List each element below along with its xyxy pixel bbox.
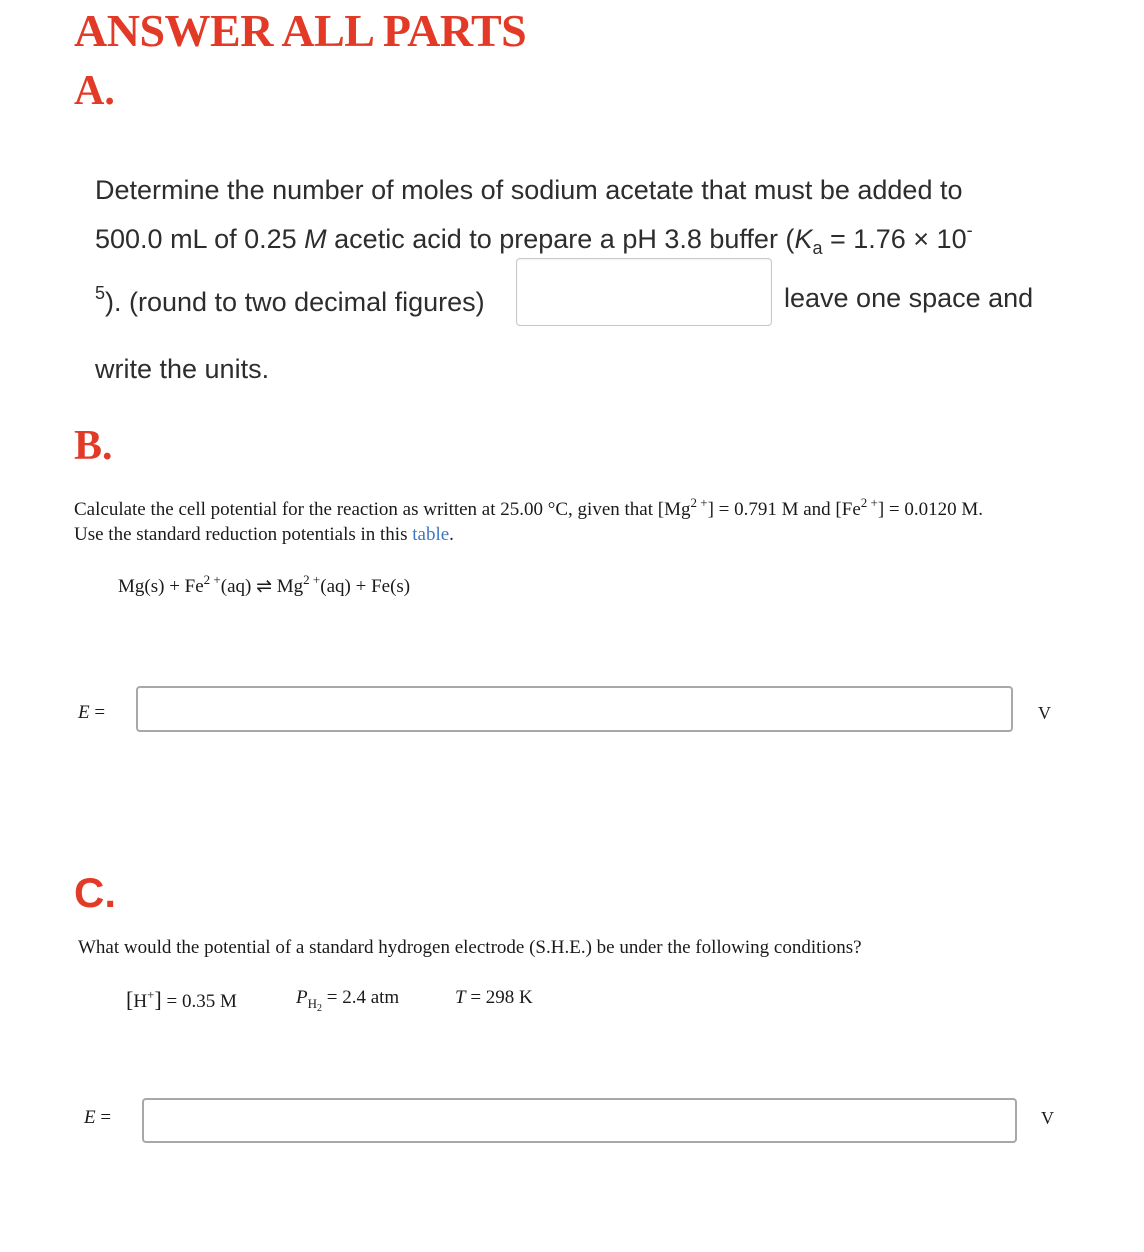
- part-a-question-line-4: write the units.: [95, 354, 270, 384]
- part-c-heading: C.: [74, 869, 116, 916]
- part-a-instruction: leave one space and: [784, 283, 1034, 313]
- condition-h2-pressure: $P_{H_2} = 2.4$ atm: [296, 987, 400, 1014]
- part-b-heading: B.: [74, 423, 113, 469]
- part-a-heading: A.: [74, 68, 115, 114]
- condition-temperature: T = 298 K: [455, 987, 533, 1008]
- part-b-unit: V: [1038, 703, 1051, 723]
- table-link[interactable]: table: [412, 524, 450, 545]
- part-a-question-line-1: Determine the number of moles of sodium acetate that must be added to: [95, 175, 963, 205]
- part-b-e-label: E =: [78, 702, 106, 723]
- part-b-answer-input[interactable]: [136, 686, 1013, 732]
- reaction-equation: $Mg(s) + Fe^{2 +}(aq)$ ⇌ $Mg^{2 +}(aq) + Fe(s)$: [118, 572, 411, 597]
- part-a-answer-input[interactable]: [516, 258, 772, 326]
- part-a-question-line-2: 500.0 mL of 0.25 M acetic acid to prepare a pH 3.8 buffer ($K_a = 1.76 \times 10^-$: [95, 220, 973, 258]
- part-a-question-line-3: $^5$). (round to two decimal figures): [95, 283, 485, 317]
- part-c-answer-input[interactable]: [142, 1098, 1017, 1143]
- part-c-e-label: E =: [84, 1107, 112, 1128]
- part-c-question: What would the potential of a standard hydrogen electrode (S.H.E.) be under the following conditions?: [78, 937, 862, 958]
- part-b-question-line-2: Use the standard reduction potentials in this table.: [74, 524, 454, 545]
- part-c-unit: V: [1041, 1108, 1054, 1128]
- page-title: ANSWER ALL PARTS: [74, 5, 527, 56]
- condition-h-concentration: [H+] = 0.35 M: [126, 987, 237, 1012]
- part-b-question-line-1: Calculate the cell potential for the reaction as written at 25.00 °C, given that $[Mg^{2 +}] = 0.791$ M and $[Fe^{2 +}] = 0.0120$ M.: [74, 495, 984, 520]
